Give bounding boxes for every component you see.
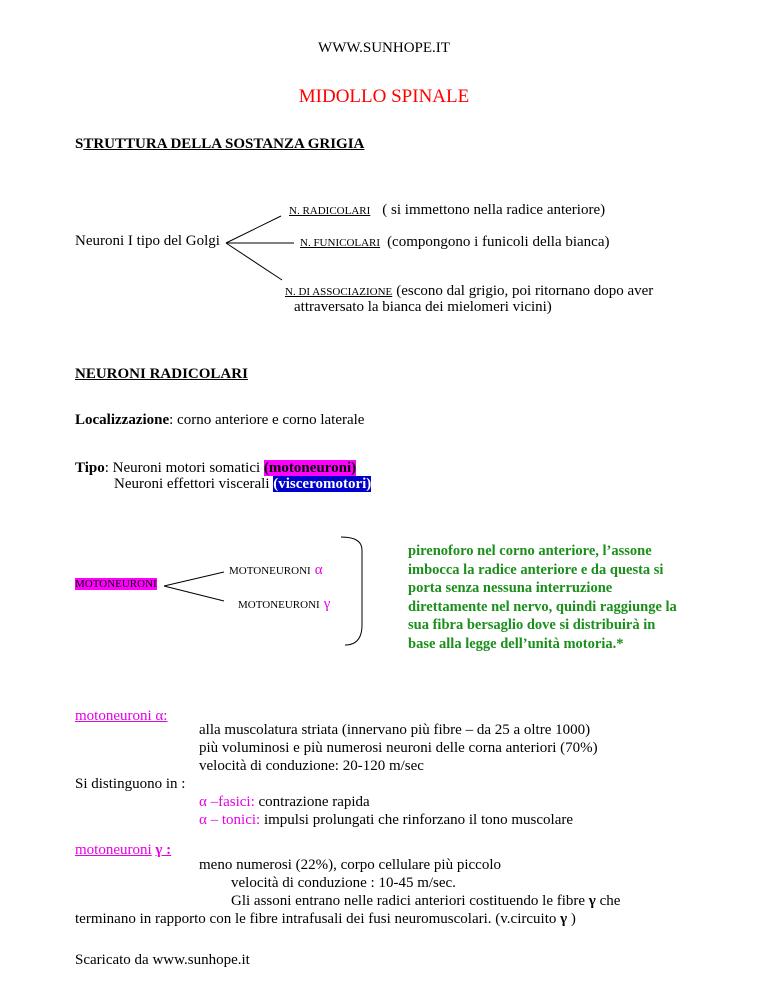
gamma-symbol: γ	[323, 596, 331, 612]
page-title: MIDOLLO SPINALE	[298, 86, 470, 107]
tipo-text-1: : Neuroni motori somatici	[104, 460, 264, 476]
tipo-line-1	[75, 460, 356, 477]
fasici-text: contrazione rapida	[254, 794, 370, 810]
branch-desc: (escono dal grigio, poi ritornano dopo aver	[396, 283, 654, 299]
highlight-motoneuroni: (motoneuroni)	[263, 460, 357, 476]
gamma-line-1: meno numerosi (22%), corpo cellulare più piccolo	[199, 857, 501, 873]
gamma-symbol-inline: γ	[560, 911, 568, 927]
heading-first-letter: S	[75, 136, 84, 152]
gamma-line-4a: terminano in rapporto con le fibre intrafusali dei fusi neuromuscolari. (v.circuito	[75, 911, 561, 927]
site-header: WWW.SUNHOPE.IT	[318, 40, 450, 56]
tipo-text-2: Neuroni effettori viscerali	[114, 476, 274, 492]
branch-desc: (compongono i funicoli della bianca)	[387, 234, 610, 250]
tonici-label: α – tonici:	[199, 812, 261, 828]
moto-alpha	[229, 561, 323, 579]
branch-desc-cont: attraversato la bianca dei mielomeri vicini)	[294, 299, 552, 315]
moto-alpha-label: MOTONEURONI	[229, 565, 311, 577]
gamma-symbol-inline: γ	[588, 893, 596, 909]
highlight-visceromotori: (visceromotori)	[273, 476, 372, 492]
loc-label: Localizzazione	[75, 412, 170, 428]
gamma-line-2: velocità di conduzione : 10-45 m/sec.	[231, 875, 456, 891]
gamma-line-3	[231, 893, 620, 910]
fasici-label: α –fasici:	[199, 794, 255, 810]
gamma-heading-symbol: γ :	[155, 842, 172, 858]
branch-label: N. DI ASSOCIAZIONE	[285, 286, 393, 298]
gamma-line-3b: che	[595, 893, 621, 909]
tipo-line-2	[114, 476, 371, 493]
branch-label: N. RADICOLARI	[289, 205, 371, 217]
distinguish-label: Si distinguono in :	[75, 776, 186, 792]
branch-associazione	[285, 282, 653, 300]
alpha-line-2: più voluminosi e più numerosi neuroni delle corna anteriori (70%)	[199, 740, 598, 756]
green-description: pirenoforo nel corno anteriore, l’assone imbocca la radice anteriore e da questa si porta senza nessuna interruzione direttamente nel nervo, quindi raggiunge la sua fibra bersaglio dove si distribuirà in base alla legge dell’unità motoria.*	[408, 543, 677, 652]
tipo-label: Tipo	[75, 460, 105, 476]
branch-line-gamma	[164, 586, 224, 601]
gamma-line-3a: Gli assoni entrano nelle radici anteriori costituendo le fibre	[231, 893, 589, 909]
moto-gamma-label: MOTONEURONI	[238, 599, 320, 611]
gamma-heading-word: motoneuroni	[75, 842, 152, 858]
gamma-heading	[75, 842, 171, 859]
tonici-text: impulsi prolungati che rinforzano il tono muscolare	[260, 812, 574, 828]
branch-line-alpha	[164, 572, 224, 586]
alpha-tonici	[199, 812, 573, 829]
branch-line-radicolari	[226, 216, 281, 243]
alpha-line-1: alla muscolatura striata (innervano più fibre – da 25 a oltre 1000)	[199, 722, 591, 738]
gamma-line-4	[75, 911, 576, 928]
alpha-symbol: α	[314, 562, 323, 578]
alpha-heading: motoneuroni α:	[75, 708, 168, 724]
branch-funicolari	[300, 233, 610, 251]
branch-label: N. FUNICOLARI	[300, 237, 381, 249]
loc-text: : corno anteriore e corno laterale	[169, 412, 365, 428]
brace	[341, 537, 362, 645]
heading-rest: TRUTTURA DELLA SOSTANZA GRIGIA	[83, 136, 365, 152]
localizzazione-line	[75, 412, 364, 429]
moto-root-label: MOTONEURONI	[75, 578, 157, 590]
gamma-line-4b: )	[567, 911, 576, 927]
alpha-line-3: velocità di conduzione: 20-120 m/sec	[199, 758, 424, 774]
section-heading-radicolari: NEURONI RADICOLARI	[75, 366, 248, 382]
alpha-fasici	[199, 794, 370, 811]
branch-line-associazione	[226, 243, 282, 280]
tree-root-golgi: Neuroni I tipo del Golgi	[75, 233, 220, 249]
branch-radicolari	[289, 201, 605, 219]
footer-source: Scaricato da www.sunhope.it	[75, 952, 250, 968]
moto-gamma	[238, 595, 330, 613]
branch-desc: ( si immettono nella radice anteriore)	[382, 202, 606, 218]
